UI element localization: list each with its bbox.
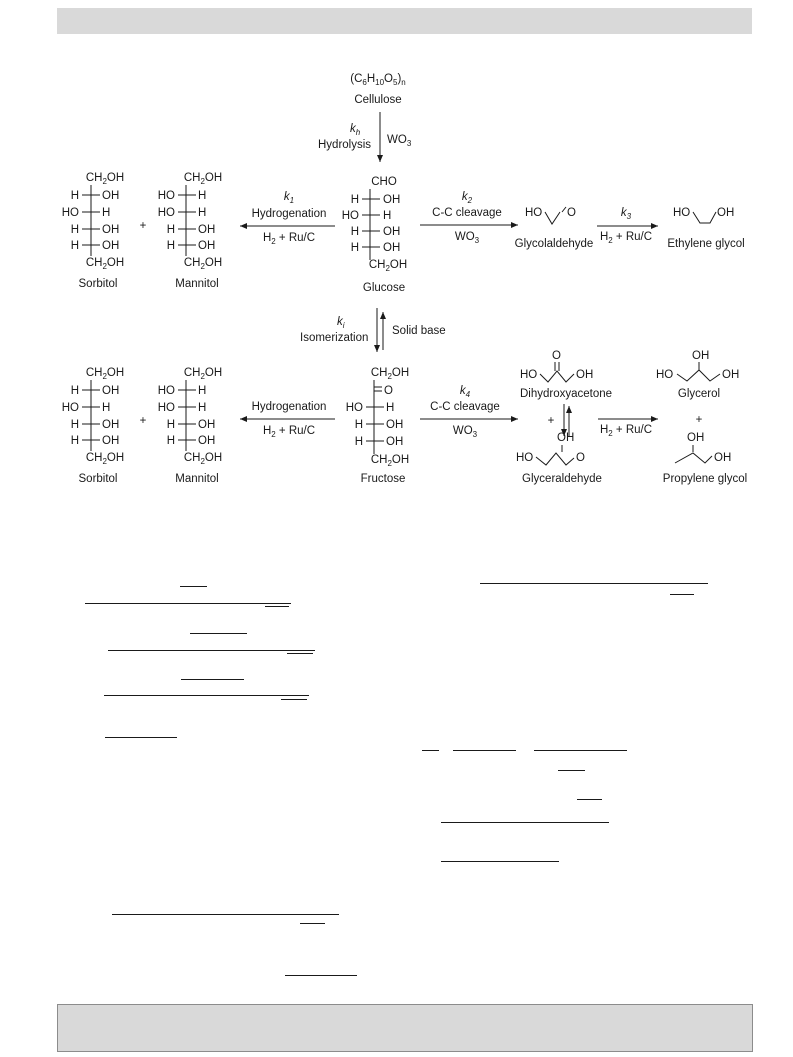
svg-text:H: H bbox=[350, 194, 359, 206]
svg-text:H: H bbox=[198, 402, 207, 414]
svg-text:H: H bbox=[70, 240, 79, 252]
sorbitol-bottom bbox=[62, 367, 124, 485]
svg-text:OH: OH bbox=[383, 194, 401, 206]
svg-text:OH: OH bbox=[687, 432, 705, 444]
svg-text:k3: $k_3$ bbox=[620, 207, 632, 221]
mannitol-bottom bbox=[158, 367, 222, 485]
svg-text:H2 + Ru/C: $H_2 + Ru/C$ bbox=[599, 424, 653, 438]
glyceraldehyde-name: Glyceraldehyde bbox=[522, 473, 602, 485]
glyceraldehyde bbox=[516, 432, 602, 485]
svg-text:CH2OH: $CH_2OH$ bbox=[370, 454, 410, 468]
svg-text:HO: HO bbox=[61, 207, 79, 219]
hydrolysis-catalyst: $WO_3$ bbox=[387, 134, 412, 148]
svg-text:WO3: $WO_3$ bbox=[454, 231, 480, 245]
svg-text:H: H bbox=[198, 190, 207, 202]
svg-text:H: H bbox=[70, 224, 79, 236]
svg-text:CH2OH: $CH_2OH$ bbox=[85, 257, 125, 271]
svg-text:OH: OH bbox=[383, 226, 401, 238]
svg-text:HO: HO bbox=[520, 369, 538, 381]
svg-text:H: H bbox=[354, 436, 363, 448]
svg-text:OH: OH bbox=[198, 224, 216, 236]
svg-text:OH: OH bbox=[102, 419, 120, 431]
svg-text:HO: HO bbox=[516, 452, 534, 464]
svg-text:H: H bbox=[166, 224, 175, 236]
svg-text:H2 + Ru/C: $H_2 + Ru/C$ bbox=[599, 231, 653, 245]
fructose-name: Fructose bbox=[360, 473, 406, 485]
svg-text:OH: OH bbox=[102, 190, 120, 202]
plus-right: + bbox=[695, 414, 703, 426]
svg-text:OH: OH bbox=[102, 224, 120, 236]
svg-text:OH: OH bbox=[198, 435, 216, 447]
mannitol-bottom-name: Mannitol bbox=[175, 473, 219, 485]
svg-text:H: H bbox=[166, 435, 175, 447]
cellulose-formula: $(C_6H_{10}O_5)_n$ bbox=[350, 73, 406, 87]
svg-text:O: O bbox=[384, 385, 393, 397]
svg-text:H: H bbox=[102, 402, 111, 414]
svg-text:C-C cleavage: C-C cleavage bbox=[430, 401, 500, 413]
dihydroxyacetone-name: Dihydroxyacetone bbox=[519, 388, 613, 400]
cellulose-name: Cellulose bbox=[354, 94, 402, 106]
svg-text:OH: OH bbox=[198, 419, 216, 431]
svg-text:CH2OH: $CH_2OH$ bbox=[183, 172, 223, 186]
svg-text:CH2OH: $CH_2OH$ bbox=[183, 367, 223, 381]
hydrolysis-label: Hydrolysis bbox=[318, 139, 372, 151]
svg-text:H: H bbox=[70, 190, 79, 202]
svg-text:HO: HO bbox=[157, 402, 175, 414]
svg-text:HO: HO bbox=[61, 402, 79, 414]
svg-text:H: H bbox=[70, 419, 79, 431]
svg-text:HO: HO bbox=[157, 385, 175, 397]
svg-text:OH: OH bbox=[692, 350, 710, 362]
glycerol bbox=[656, 350, 739, 400]
sorbitol-top bbox=[62, 172, 124, 290]
svg-text:OH: OH bbox=[557, 432, 575, 444]
svg-text:HO: HO bbox=[345, 402, 363, 414]
svg-text:CH2OH: $CH_2OH$ bbox=[85, 452, 125, 466]
ethylene-glycol-name: Ethylene glycol bbox=[667, 238, 745, 250]
svg-text:HO: HO bbox=[157, 190, 175, 202]
plus-middle: + bbox=[547, 415, 555, 427]
svg-text:H: H bbox=[383, 210, 392, 222]
svg-text:OH: OH bbox=[717, 207, 735, 219]
glucose bbox=[342, 176, 407, 294]
svg-text:OH: OH bbox=[714, 452, 732, 464]
cellulose bbox=[350, 73, 406, 106]
svg-text:H: H bbox=[70, 435, 79, 447]
svg-text:H: H bbox=[102, 207, 111, 219]
svg-text:O: O bbox=[552, 350, 561, 362]
svg-text:H2 + Ru/C: $H_2 + Ru/C$ bbox=[262, 425, 316, 439]
svg-text:H: H bbox=[354, 419, 363, 431]
svg-text:HO: HO bbox=[673, 207, 691, 219]
ethylene-glycol bbox=[667, 207, 744, 250]
svg-text:ki: $k_i$ bbox=[337, 316, 345, 330]
svg-text:H: H bbox=[166, 240, 175, 252]
svg-text:OH: OH bbox=[102, 385, 120, 397]
sorbitol-top-name: Sorbitol bbox=[78, 278, 118, 290]
sorbitol-bottom-name: Sorbitol bbox=[78, 473, 118, 485]
svg-text:CH2OH: $CH_2OH$ bbox=[183, 257, 223, 271]
hydrolysis-rate: $k_h$ bbox=[350, 123, 361, 137]
svg-text:H2 + Ru/C: $H_2 + Ru/C$ bbox=[262, 232, 316, 246]
propylene-glycol-name: Propylene glycol bbox=[662, 473, 748, 485]
svg-text:H: H bbox=[166, 419, 175, 431]
dihydroxyacetone bbox=[520, 350, 612, 400]
propylene-glycol bbox=[663, 432, 747, 485]
svg-text:k1: $k_1$ bbox=[283, 191, 295, 205]
svg-text:OH: OH bbox=[386, 436, 404, 448]
svg-text:HO: HO bbox=[656, 369, 674, 381]
svg-text:OH: OH bbox=[722, 369, 740, 381]
mannitol-top-name: Mannitol bbox=[175, 278, 219, 290]
svg-text:k4: $k_4$ bbox=[459, 385, 471, 399]
svg-text:CH2OH: $CH_2OH$ bbox=[85, 172, 125, 186]
svg-text:OH: OH bbox=[383, 242, 401, 254]
svg-text:HO: HO bbox=[525, 207, 543, 219]
svg-text:OH: OH bbox=[386, 419, 404, 431]
plus-top-left: + bbox=[139, 220, 147, 232]
glycolaldehyde bbox=[515, 207, 594, 250]
svg-text:OH: OH bbox=[198, 240, 216, 252]
svg-text:H: H bbox=[350, 242, 359, 254]
svg-text:OH: OH bbox=[576, 369, 594, 381]
svg-text:H: H bbox=[198, 385, 207, 397]
svg-text:C-C cleavage: C-C cleavage bbox=[432, 207, 502, 219]
svg-text:HO: HO bbox=[341, 210, 359, 222]
svg-text:H: H bbox=[386, 402, 395, 414]
svg-text:OH: OH bbox=[102, 435, 120, 447]
svg-text:Isomerization: Isomerization bbox=[300, 332, 369, 344]
glycerol-name: Glycerol bbox=[677, 388, 721, 400]
svg-text:CHO: CHO bbox=[371, 176, 397, 188]
svg-text:CH2OH: $CH_2OH$ bbox=[183, 452, 223, 466]
svg-text:WO3: $WO_3$ bbox=[452, 425, 478, 439]
svg-text:Hydrogenation: Hydrogenation bbox=[251, 208, 327, 220]
svg-text:H: H bbox=[70, 385, 79, 397]
svg-text:HO: HO bbox=[157, 207, 175, 219]
svg-text:CH2OH: $CH_2OH$ bbox=[370, 367, 410, 381]
svg-text:O: O bbox=[576, 452, 585, 464]
svg-text:Solid base: Solid base bbox=[392, 325, 446, 337]
svg-text:k2: $k_2$ bbox=[461, 191, 473, 205]
svg-text:H: H bbox=[350, 226, 359, 238]
glucose-name: Glucose bbox=[362, 282, 406, 294]
svg-text:OH: OH bbox=[102, 240, 120, 252]
mannitol-top bbox=[158, 172, 222, 290]
fructose bbox=[346, 367, 409, 485]
svg-text:CH2OH: $CH_2OH$ bbox=[368, 259, 408, 273]
svg-text:Hydrogenation: Hydrogenation bbox=[251, 401, 327, 413]
svg-text:H: H bbox=[198, 207, 207, 219]
footer-box bbox=[57, 1004, 753, 1052]
svg-text:CH2OH: $CH_2OH$ bbox=[85, 367, 125, 381]
svg-text:O: O bbox=[567, 207, 576, 219]
plus-bottom-left: + bbox=[139, 415, 147, 427]
glycolaldehyde-name: Glycolaldehyde bbox=[514, 238, 594, 250]
reaction-scheme bbox=[0, 0, 793, 520]
